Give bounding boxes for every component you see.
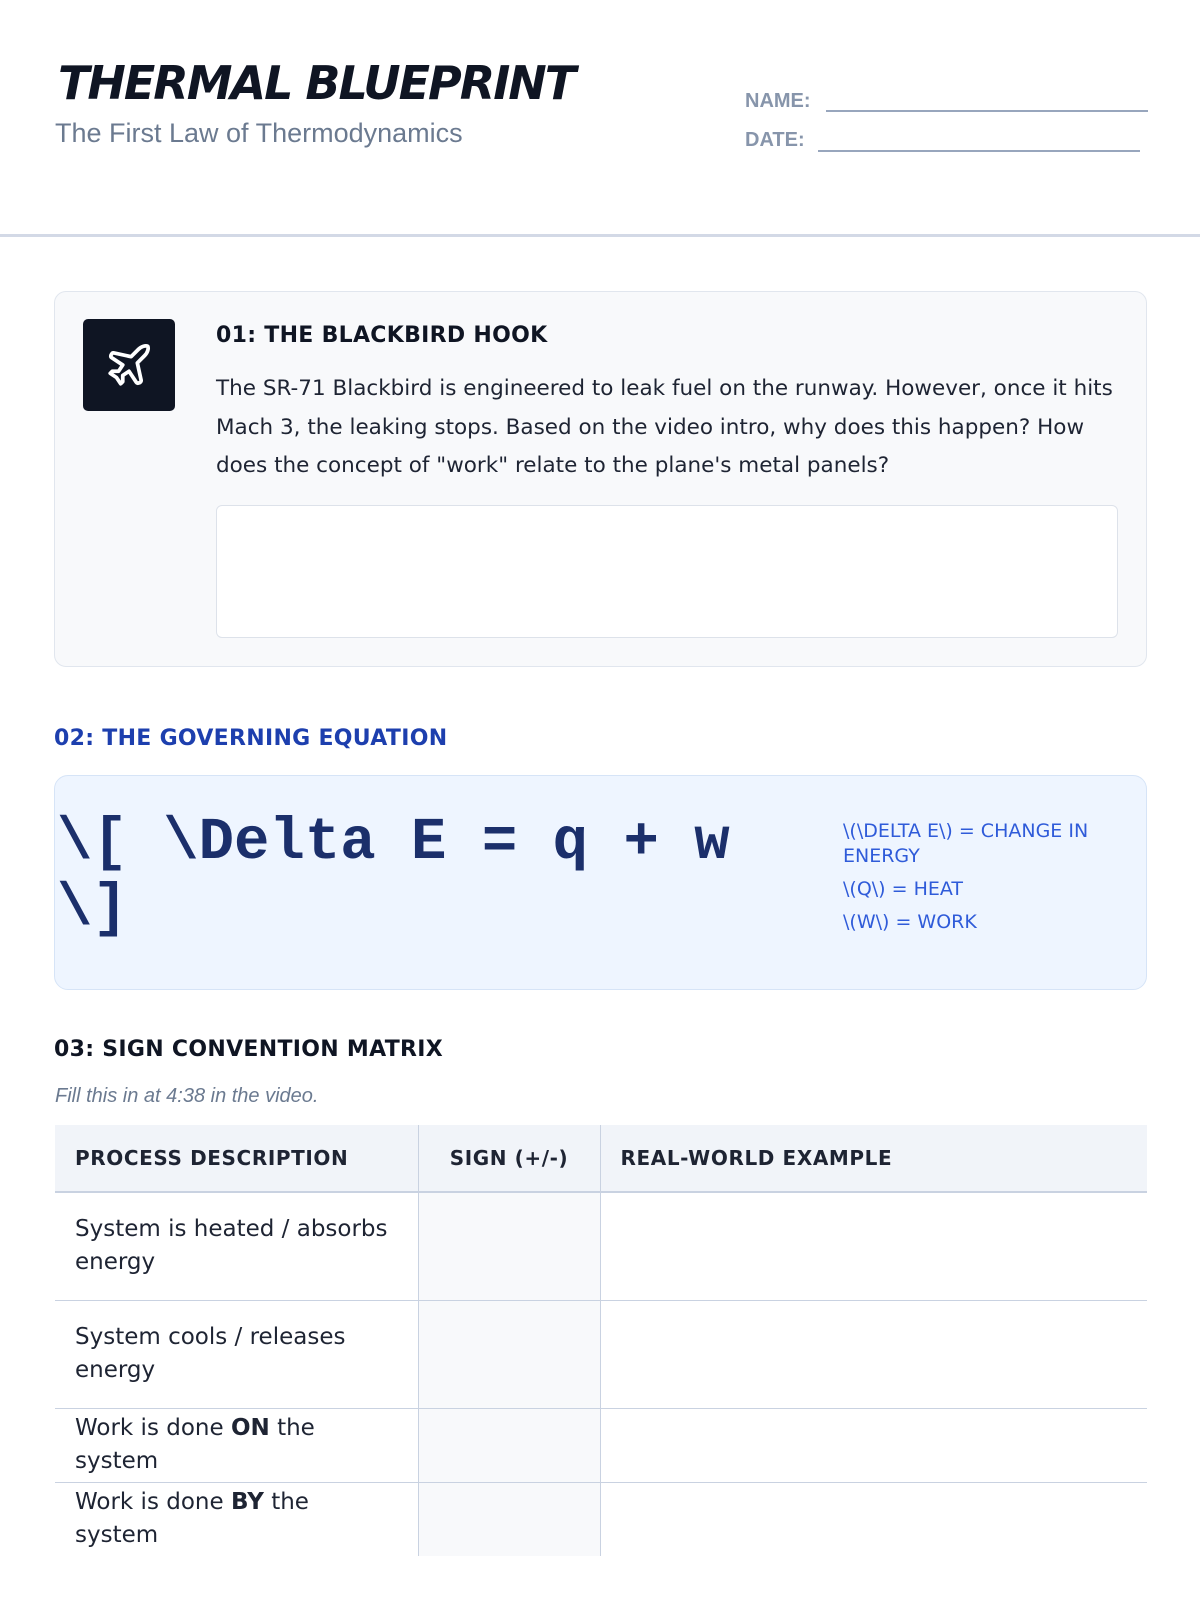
- legend-item-work: \(W\) = WORK: [843, 911, 977, 933]
- section-1-title: 01: THE BLACKBIRD HOOK: [216, 323, 548, 348]
- equation-legend: [843, 819, 1123, 943]
- sign-cell[interactable]: [418, 1408, 600, 1482]
- legend-item-energy: \(\DELTA E\) = CHANGE IN ENERGY: [843, 820, 1089, 867]
- equation-box: [54, 775, 1147, 990]
- example-cell[interactable]: [600, 1408, 1147, 1482]
- name-field[interactable]: [826, 110, 1148, 112]
- table-row: [55, 1408, 1147, 1482]
- column-header-example: REAL-WORLD EXAMPLE: [600, 1125, 1147, 1192]
- name-label: NAME:: [745, 90, 811, 112]
- process-description: System cools / releases energy: [55, 1300, 418, 1408]
- blackbird-hook-card: [54, 291, 1147, 667]
- date-label: DATE:: [745, 129, 805, 151]
- hook-question-text: The SR-71 Blackbird is engineered to leak fuel on the runway. However, once it hits Mach 3, the leaking stops. Based on the video intro, why does this happen? How does the concept of "work" relate to the plane's metal panels?: [216, 376, 1113, 478]
- worksheet-header: [0, 0, 1200, 237]
- column-header-process: PROCESS DESCRIPTION: [55, 1125, 418, 1192]
- table-header-row: [55, 1125, 1147, 1192]
- table-row: [55, 1300, 1147, 1408]
- page-title: THERMAL BLUEPRINT: [58, 56, 575, 110]
- section-2-title: 02: THE GOVERNING EQUATION: [54, 726, 448, 751]
- hook-answer-box[interactable]: [216, 505, 1118, 638]
- sign-convention-table: [55, 1125, 1147, 1556]
- process-description: System is heated / absorbs energy: [55, 1192, 418, 1300]
- process-description: Work is done BY the system: [55, 1482, 418, 1556]
- video-timestamp-note: Fill this in at 4:38 in the video.: [55, 1085, 319, 1107]
- column-header-sign: SIGN (+/-): [418, 1125, 600, 1192]
- sign-cell[interactable]: [418, 1482, 600, 1556]
- process-description: Work is done ON the system: [55, 1408, 418, 1482]
- date-field[interactable]: [818, 150, 1140, 152]
- example-cell[interactable]: [600, 1300, 1147, 1408]
- example-cell[interactable]: [600, 1482, 1147, 1556]
- governing-equation: \[ \Delta E = q + w \]: [57, 809, 730, 942]
- example-cell[interactable]: [600, 1192, 1147, 1300]
- legend-item-heat: \(Q\) = HEAT: [843, 878, 964, 900]
- sign-cell[interactable]: [418, 1300, 600, 1408]
- airplane-icon: [83, 319, 175, 411]
- table-row: [55, 1482, 1147, 1556]
- page-subtitle: The First Law of Thermodynamics: [55, 118, 463, 148]
- sign-cell[interactable]: [418, 1192, 600, 1300]
- table-row: [55, 1192, 1147, 1300]
- section-3-title: 03: SIGN CONVENTION MATRIX: [54, 1037, 444, 1062]
